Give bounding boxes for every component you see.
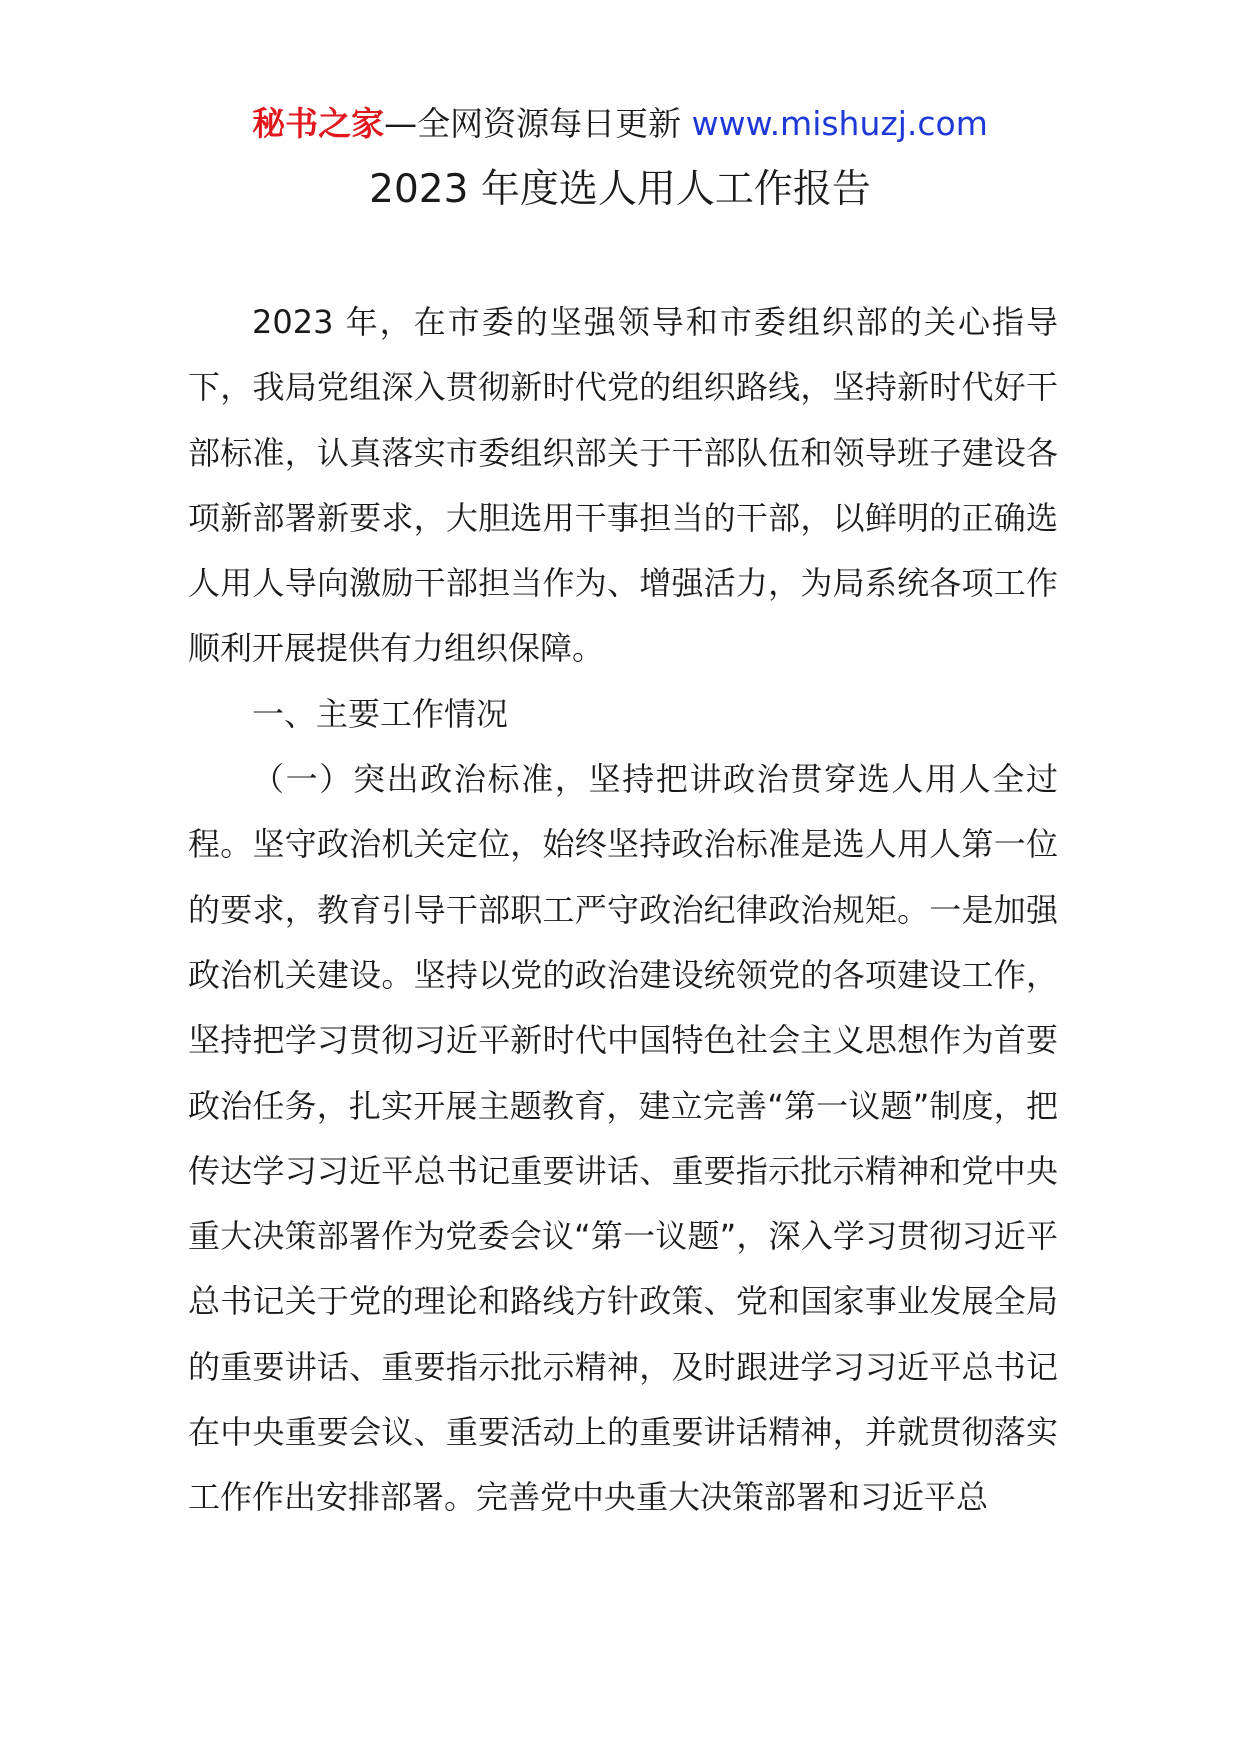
brand-name: 秘书之家	[252, 104, 385, 143]
header-tagline: —全网资源每日更新	[384, 104, 692, 143]
site-header	[0, 100, 1240, 148]
intro-paragraph: 2023 年，在市委的坚强领导和市委组织部的关心指导下，我局党组深入贯彻新时代党的组织路线，坚持新时代好干部标准，认真落实市委组织部关于干部队伍和领导班子建设各项新部署新要求，大胆选用干事担当的干部，以鲜明的正确选人用人导向激励干部担当作为、增强活力，为局系统各项工作顺利开展提供有力组织保障。	[188, 303, 1058, 668]
document-title: 2023 年度选人用人工作报告	[369, 167, 871, 212]
body-paragraph: （一）突出政治标准，坚持把讲政治贯穿选人用人全过程。坚守政治机关定位，始终坚持政治标准是选人用人第一位的要求，教育引导干部职工严守政治纪律政治规矩。一是加强政治机关建设。坚持以党的政治建设统领党的各项建设工作，坚持把学习贯彻习近平新时代中国特色社会主义思想作为首要政治任务，扎实开展主题教育，建立完善“第一议题”制度，把传达学习习近平总书记重要讲话、重要指示批示精神和党中央重大决策部署作为党委会议“第一议题”，深入学习贯彻习近平总书记关于党的理论和路线方针政策、党和国家事业发展全局的重要讲话、重要指示批示精神，及时跟进学习习近平总书记在中央重要会议、重要活动上的重要讲话精神，并就贯彻落实工作作出安排部署。完善党中央重大决策部署和习近平总	[188, 760, 1058, 1517]
section-heading: 一、主要工作情况	[252, 694, 509, 733]
site-url-link[interactable]: www.mishuzj.com	[691, 104, 988, 143]
document-body	[188, 290, 1058, 1531]
